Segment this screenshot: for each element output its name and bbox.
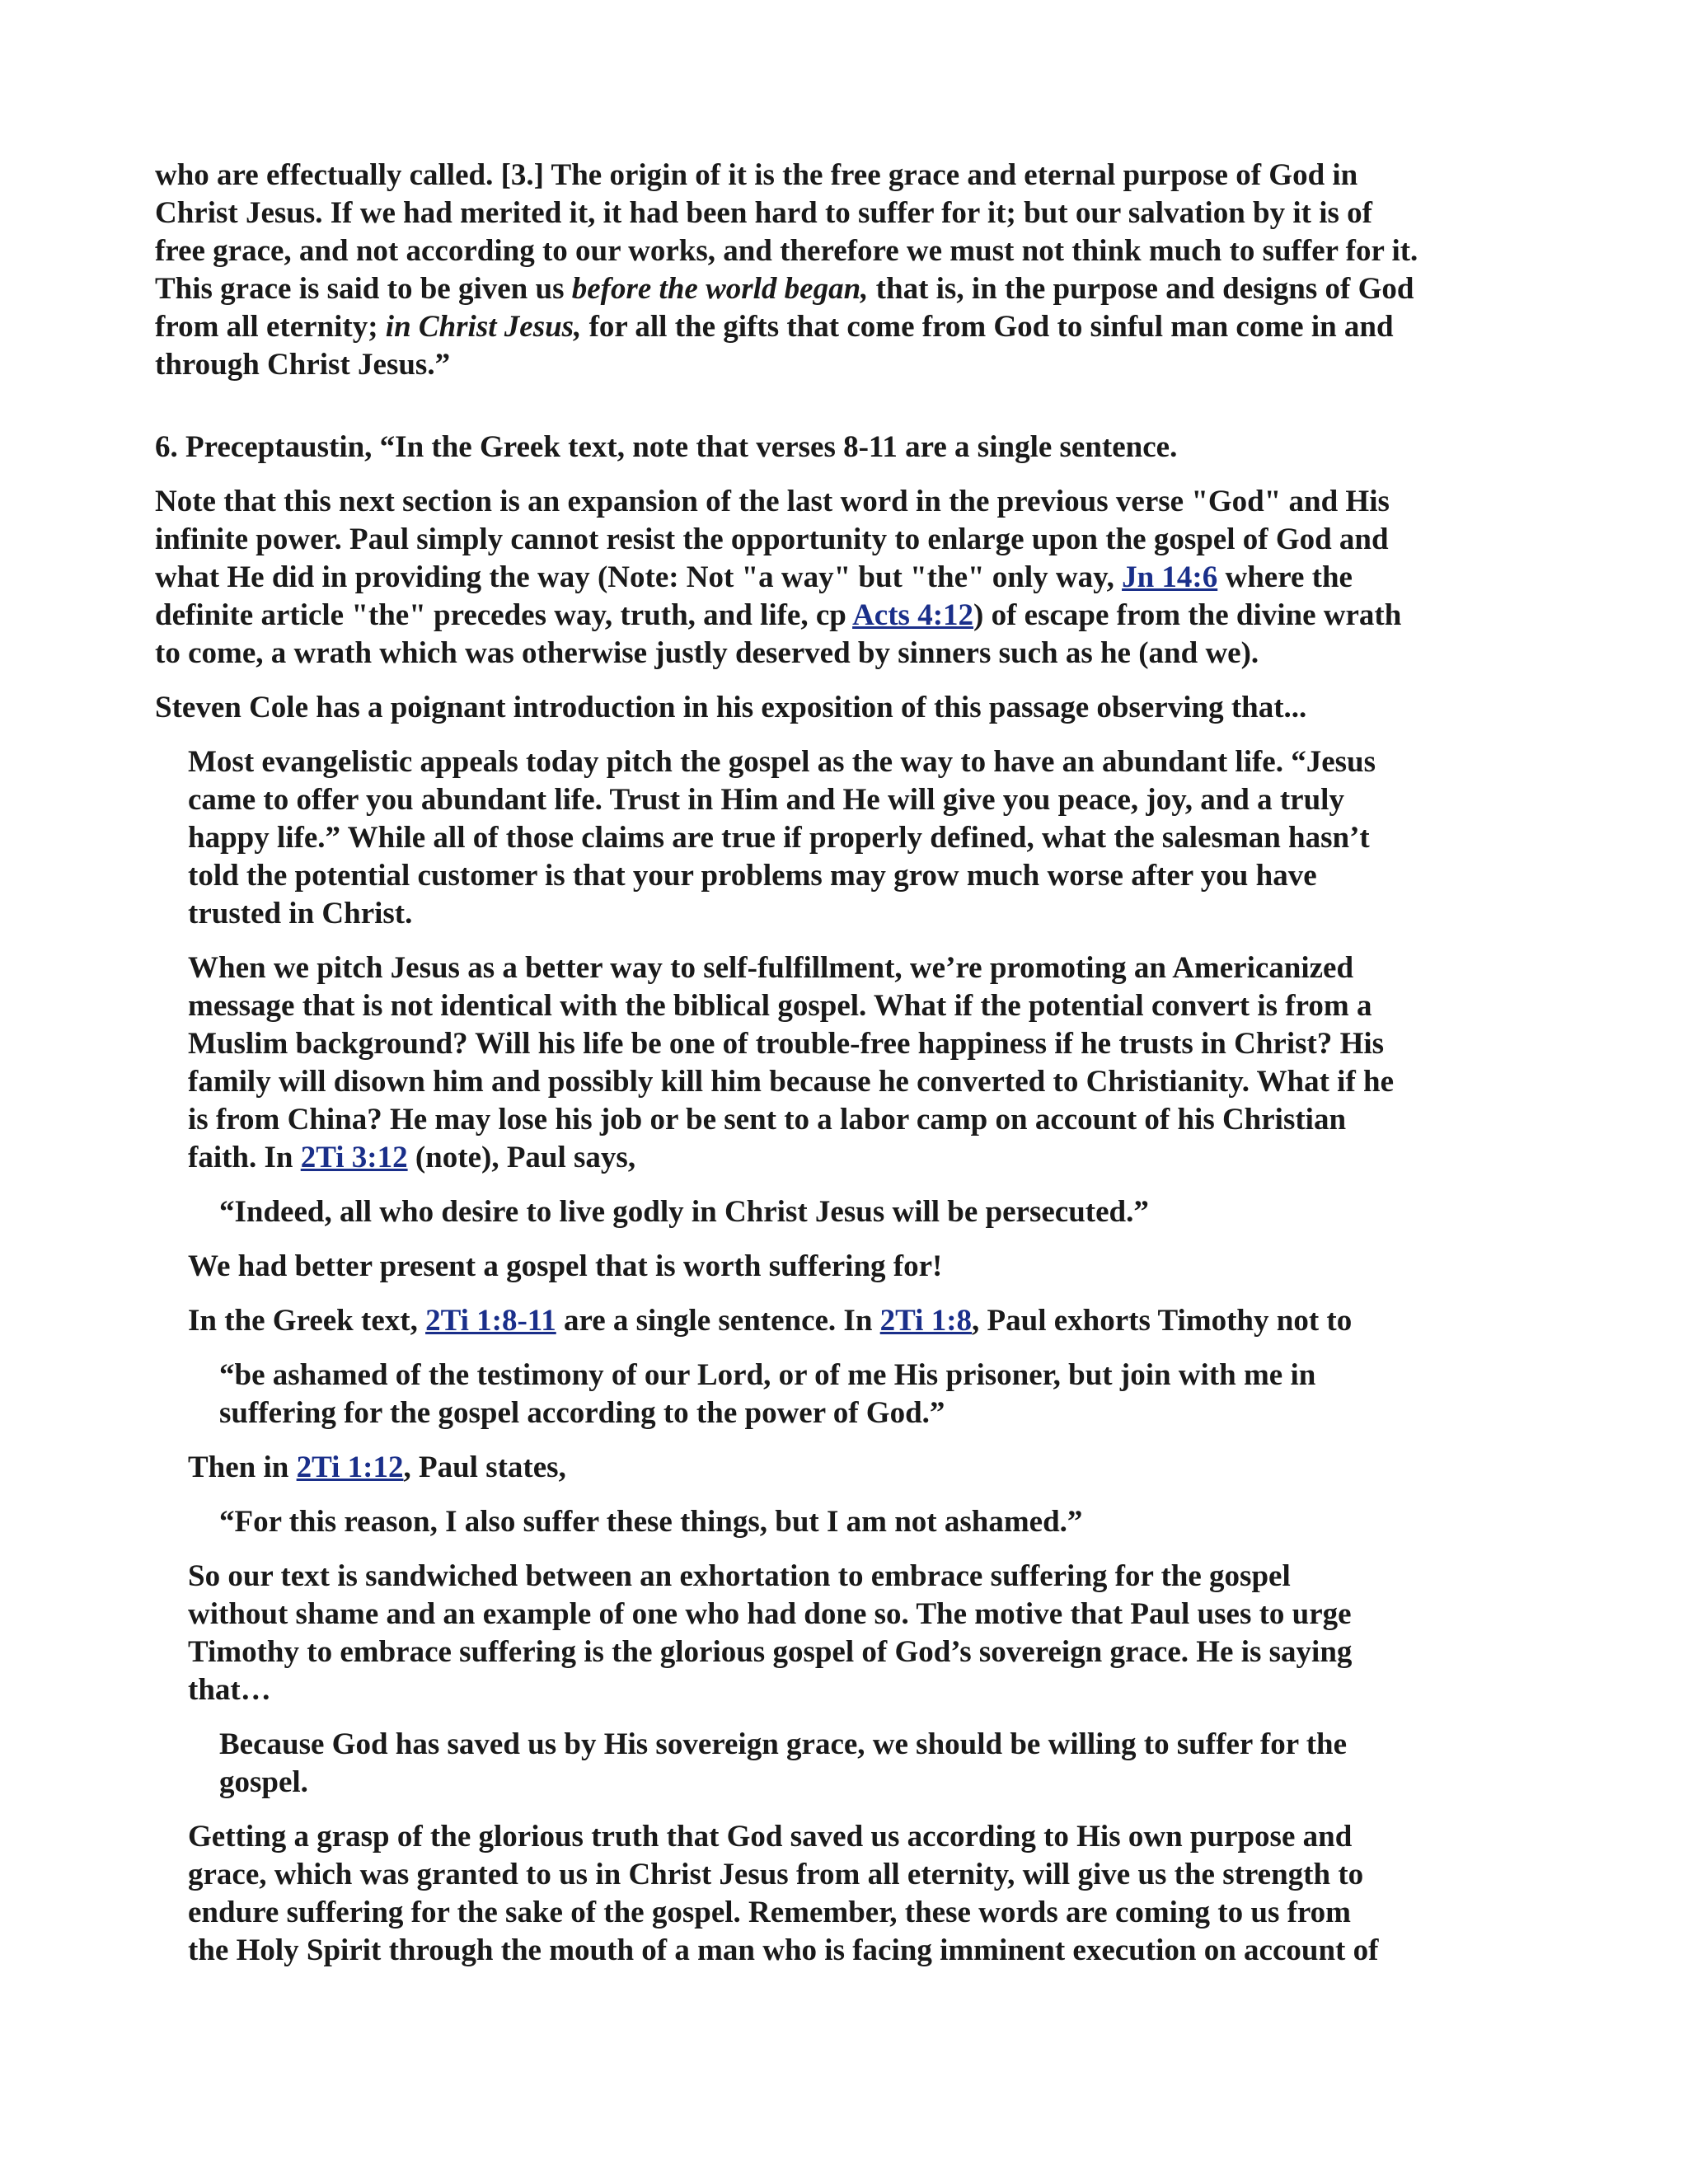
quote-paragraph: Most evangelistic appeals today pitch the gospel as the way to have an abundant life. “Jesus came to offer you abundant life. Trust in Him and He will give you peace, joy, and a truly happy life.” While all of those claims are true if properly defined, what the salesman hasn’t told the potential customer is that your problems may grow much worse after you have trusted in Christ. bbox=[188, 745, 1376, 930]
link-2ti-1-8-11[interactable]: 2Ti 1:8-11 bbox=[425, 1304, 556, 1338]
link-jn-14-6[interactable]: Jn 14:6 bbox=[1122, 560, 1218, 594]
scripture-quote: “For this reason, I also suffer these things, but I am not ashamed.” bbox=[219, 1505, 1083, 1539]
quote-paragraph: When we pitch Jesus as a better way to self-fulfillment, we’re promoting an Americanized message that is not identical with the biblical gospel. What if the potential convert is from a Muslim background? Will his life be one of trouble-free happiness if he trusts in Christ? His family will disown him and possibly kill him because he converted to Christianity. What if he is from China? He may lose his job or be sent to a labor camp on account of his Christian faith. In 2Ti 3:12 (note), Paul says, bbox=[188, 951, 1395, 1174]
link-acts-4-12[interactable]: Acts 4:12 bbox=[852, 598, 974, 632]
section-heading: 6. Preceptaustin, “In the Greek text, note that verses 8-11 are a single sentence. bbox=[155, 430, 1178, 464]
quote-paragraph: So our text is sandwiched between an exhortation to embrace suffering for the gospel without shame and an example of one who had done so. The motive that Paul uses to urge Timothy to embrace suffering is the glorious gospel of God’s sovereign grace. He is saying that… bbox=[188, 1559, 1353, 1707]
document-page bbox=[155, 157, 1556, 1986]
quote-paragraph: Getting a grasp of the glorious truth that God saved us according to His own purpose and grace, which was granted to us in Christ Jesus from all eternity, will give us the strength to endure suffering for the sake of the gospel. Remember, these words are coming to us from the Holy Spirit through the mouth of a man who is facing imminent execution on account of bbox=[188, 1820, 1379, 1967]
key-statement: Because God has saved us by His sovereign grace, we should be willing to suffer for the gospel. bbox=[219, 1727, 1348, 1799]
quote-paragraph: Then in 2Ti 1:12, Paul states, bbox=[188, 1451, 566, 1484]
quote-paragraph: We had better present a gospel that is worth suffering for! bbox=[188, 1249, 943, 1283]
link-2ti-1-12[interactable]: 2Ti 1:12 bbox=[296, 1451, 404, 1484]
scripture-quote: “be ashamed of the testimony of our Lord, or of me His prisoner, but join with me in suffering for the gospel according to the power of God.” bbox=[219, 1358, 1316, 1430]
quote-paragraph: In the Greek text, 2Ti 1:8-11 are a single sentence. In 2Ti 1:8, Paul exhorts Timothy not to bbox=[188, 1304, 1353, 1338]
commentary-paragraph: who are effectually called. [3.] The origin of it is the free grace and eternal purpose of God in Christ Jesus. If we had merited it, it had been hard to suffer for it; but our salvation by it is of free grace, and not according to our works, and therefore we must not think much to suffer for it. This grace is said to be given us before the world began, that is, in the purpose and designs of God from all eternity; in Christ Jesus, for all the gifts that come from God to sinful man come in and through Christ Jesus.” bbox=[155, 158, 1418, 382]
scripture-quote: “Indeed, all who desire to live godly in Christ Jesus will be persecuted.” bbox=[219, 1195, 1149, 1229]
link-2ti-3-12[interactable]: 2Ti 3:12 bbox=[300, 1141, 408, 1174]
intro-paragraph: Note that this next section is an expansion of the last word in the previous verse "God" and His infinite power. Paul simply cannot resist the opportunity to enlarge upon the gospel of God and what He did in providing the way (Note: Not "a way" but "the" only way, Jn 14:6 where the definite article "the" precedes way, truth, and life, cp Acts 4:12) of escape from the divine wrath to come, a wrath which was otherwise justly deserved by sinners such as he (and we). bbox=[155, 485, 1402, 670]
cole-intro: Steven Cole has a poignant introduction in his exposition of this passage observing that... bbox=[155, 691, 1307, 724]
link-2ti-1-8[interactable]: 2Ti 1:8 bbox=[879, 1304, 973, 1338]
